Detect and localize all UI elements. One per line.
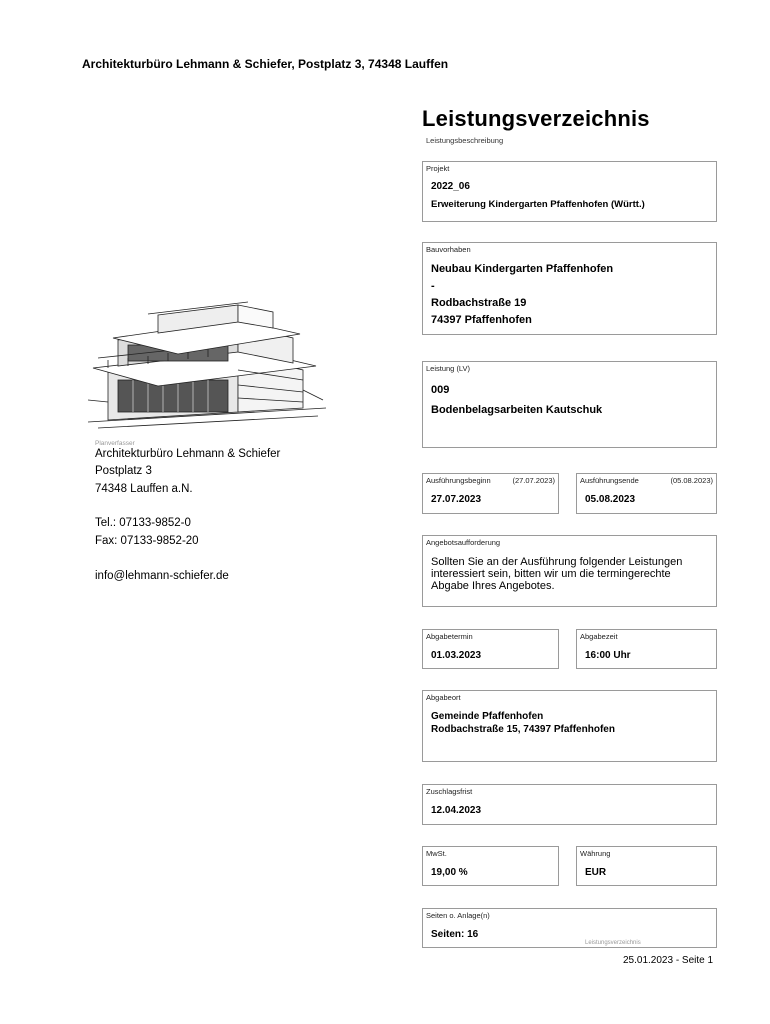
bauvorhaben-line1: Neubau Kindergarten Pfaffenhofen xyxy=(431,263,614,275)
building-sketch-image xyxy=(88,300,328,440)
ausfuehrungsende-box xyxy=(576,473,717,514)
mwst-value: 19,00 % xyxy=(431,867,468,878)
planverfasser-fax: Fax: 07133-9852-20 xyxy=(95,535,199,547)
waehrung-box xyxy=(576,846,717,886)
waehrung-label: Währung xyxy=(580,849,611,858)
bauvorhaben-line4: 74397 Pfaffenhofen xyxy=(431,314,532,326)
zuschlagsfrist-box xyxy=(422,784,717,825)
bauvorhaben-label: Bauvorhaben xyxy=(426,245,471,254)
ausfuehrungsbeginn-value: 27.07.2023 xyxy=(431,494,482,505)
abgabeort-line2: Rodbachstraße 15, 74397 Pfaffenhofen xyxy=(431,724,615,735)
footer-doc-label: Leistungsverzeichnis xyxy=(585,940,641,946)
planverfasser-city: 74348 Lauffen a.N. xyxy=(95,483,193,495)
ausfuehrungsende-hint: (05.08.2023) xyxy=(670,476,713,485)
leistung-name: Bodenbelagsarbeiten Kautschuk xyxy=(431,404,603,416)
mwst-box xyxy=(422,846,559,886)
planverfasser-street: Postplatz 3 xyxy=(95,465,152,477)
abgabezeit-box xyxy=(576,629,717,669)
abgabetermin-label: Abgabetermin xyxy=(426,632,473,641)
footer-date-page: 25.01.2023 - Seite 1 xyxy=(623,955,714,966)
seiten-label: Seiten o. Anlage(n) xyxy=(426,911,490,920)
leistung-number: 009 xyxy=(431,384,450,396)
projekt-number: 2022_06 xyxy=(431,181,470,192)
abgabeort-label: Abgabeort xyxy=(426,693,461,702)
angebotsaufforderung-label: Angebotsaufforderung xyxy=(426,538,501,547)
projekt-box xyxy=(422,161,717,222)
mwst-label: MwSt. xyxy=(426,849,447,858)
leistung-label: Leistung (LV) xyxy=(426,364,471,373)
page-subtitle: Leistungsbeschreibung xyxy=(426,136,504,145)
zuschlagsfrist-value: 12.04.2023 xyxy=(431,805,482,816)
angebotsaufforderung-text: Sollten Sie an der Ausführung folgender Leistungen interessiert sein, bitten wir um die termingerechte Abgabe Ihres Angebotes. xyxy=(431,556,683,592)
ausfuehrungsende-label: Ausführungsende xyxy=(580,476,639,485)
abgabeort-box xyxy=(422,690,717,762)
planverfasser-label: Planverfasser xyxy=(95,440,135,447)
ausfuehrungsbeginn-box xyxy=(422,473,559,514)
ausfuehrungsbeginn-label: Ausführungsbeginn xyxy=(426,476,491,485)
planverfasser-name: Architekturbüro Lehmann & Schiefer xyxy=(95,448,281,460)
projekt-label: Projekt xyxy=(426,164,450,173)
planverfasser-tel: Tel.: 07133-9852-0 xyxy=(95,517,191,529)
abgabetermin-box xyxy=(422,629,559,669)
abgabeort-line1: Gemeinde Pfaffenhofen xyxy=(431,711,544,722)
projekt-name: Erweiterung Kindergarten Pfaffenhofen (Württ.) xyxy=(431,199,645,210)
waehrung-value: EUR xyxy=(585,867,607,878)
planverfasser-email[interactable]: info@lehmann-schiefer.de xyxy=(95,570,229,582)
seiten-value: Seiten: 16 xyxy=(431,929,479,940)
header-address: Architekturbüro Lehmann & Schiefer, Postplatz 3, 74348 Lauffen xyxy=(82,57,449,71)
page-title: Leistungsverzeichnis xyxy=(422,106,650,131)
bauvorhaben-box xyxy=(422,242,717,335)
abgabezeit-value: 16:00 Uhr xyxy=(585,650,631,661)
bauvorhaben-line2: - xyxy=(431,280,435,292)
abgabezeit-label: Abgabezeit xyxy=(580,632,618,641)
seiten-box xyxy=(422,908,717,948)
ausfuehrungsbeginn-hint: (27.07.2023) xyxy=(512,476,555,485)
bauvorhaben-line3: Rodbachstraße 19 xyxy=(431,297,527,309)
ausfuehrungsende-value: 05.08.2023 xyxy=(585,494,636,505)
zuschlagsfrist-label: Zuschlagsfrist xyxy=(426,787,473,796)
angebotsaufforderung-box xyxy=(422,535,717,607)
abgabetermin-value: 01.03.2023 xyxy=(431,650,482,661)
leistung-box xyxy=(422,361,717,448)
